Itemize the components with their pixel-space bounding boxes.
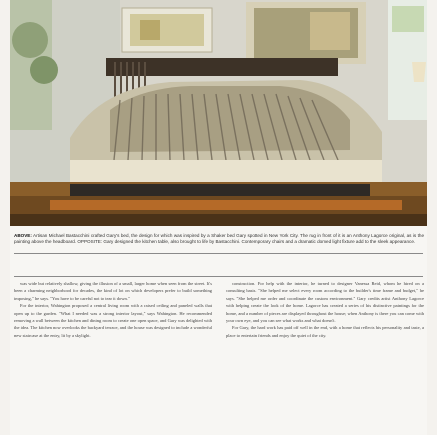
caption-lead: ABOVE: [14, 233, 32, 238]
photo-caption [14, 233, 424, 245]
article-column-left [14, 280, 212, 430]
divider-rule [14, 253, 423, 254]
paragraph: For the interior, Wahington proposed a central living room with a raised ceiling and paneled walls that open up to the garden. "What I needed was a strong interior layout," says Wahington. He recommended removing a wall between the kitchen and dining room to create one open space, and Gary was delighted with the idea. The kitchen now overlooks the backyard terrace, and the house was designed to include a wonderful new staircase at the entry, lit by a skylight. [14, 303, 212, 338]
article-body [14, 280, 424, 430]
article-column-right [226, 280, 424, 430]
paragraph: construction. For help with the interior, he turned to designer Vanessa Reid, whom he hired on a consulting basis. "She helped me select every room according to the builder's time frame and budget," he says. "She helped me order and coordinate the custom environment." Gary credits artist Anthony Lagorce with helping create the look of the home. Lagorce has created a series of his distinctive paintings for the home, and a number of pieces are displayed throughout the house; when Anthony is there you can come with your own eye, and you can see what works and what doesn't. [226, 281, 424, 324]
paragraph: was wide but relatively shallow, giving the illusion of a small, larger home when seen from the street. It's been a charming neighborhood for decades, the kind of lot on which developers prefer to build something imposing," he says. "You have to be careful not to tear it down." [14, 281, 212, 301]
bedroom-photo [10, 0, 427, 226]
paragraph: For Gary, the hard work has paid off well in the end, with a home that reflects his personality and taste, a place to entertain friends and enjoy the quiet of the city. [226, 325, 424, 338]
divider-rule [14, 276, 423, 277]
bedroom-photo-graphic [10, 0, 427, 226]
magazine-page [10, 0, 427, 435]
caption-text: Artisan Michael Bastacchini crafted Gary's bed, the design for which was inspired by a Shaker bed Gary spotted in New York City. The rug in front of it is an Anthony Lagorce original, as is the painting above the headboard. OPPOSITE: Gary designed the kitchen table, also brought to life by Bastacchini. Contemporary chairs and a dramatic domed light fixture add to the sleek appearance. [14, 233, 424, 245]
